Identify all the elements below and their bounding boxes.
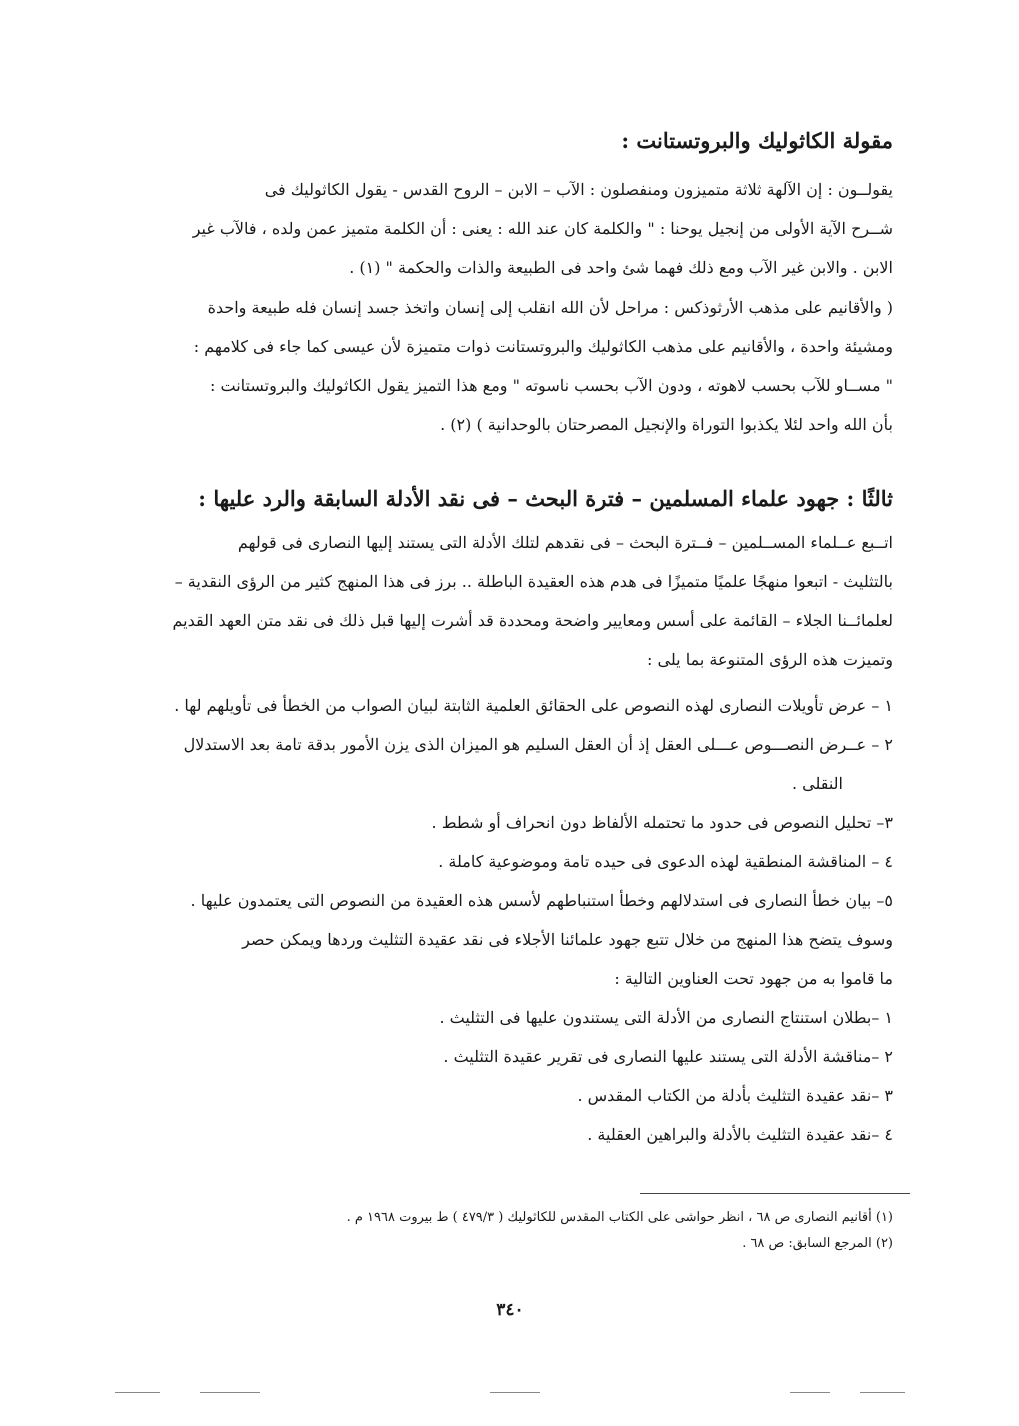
method-list-item: ٣– تحليل النصوص فى حدود ما تحتمله الألفاظ دون انحراف أو شطط .	[431, 813, 893, 832]
section-heading-muslim-scholars: ثالثًا : جهود علماء المسلمين – فترة البحث – فى نقد الأدلة السابقة والرد عليها :	[198, 486, 893, 511]
headings-list-item: ٤ –نقد عقيدة التثليث بالأدلة والبراهين العقلية .	[587, 1125, 893, 1144]
paragraph-hypostases	[108, 288, 893, 444]
text-line: لعلمائــنا الجلاء – القائمة على أسس ومعايير واضحة ومحددة قد أشرت إليها قبل ذلك فى نقد متن العهد القديم	[172, 611, 893, 630]
text-line: " مســاو للآب بحسب لاهوته ، ودون الآب بحسب ناسوته " ومع هذا التميز يقول الكاثوليك والبروتستانت :	[210, 376, 893, 395]
footnote-divider	[640, 1193, 910, 1194]
text-line: ما قاموا به من جهود تحت العناوين التالية :	[614, 969, 893, 988]
text-line: ( والأقانيم على مذهب الأرثوذكس : مراحل لأن الله انقلب إلى إنسان واتخذ جسد إنسان فله طبيعة واحدة	[207, 298, 893, 317]
method-list-item: ٥– بيان خطأ النصارى فى استدلالهم وخطأ استنباطهم لأسس هذه العقيدة من النصوص التى يعتمدون عليها .	[190, 891, 893, 910]
scan-edge-mark	[860, 1392, 905, 1393]
scan-edge-mark	[790, 1392, 830, 1393]
text-line: الابن . والابن غير الآب ومع ذلك فهما شئ واحد فى الطبيعة والذات والحكمة " (١) .	[349, 258, 893, 277]
method-list-item-continuation: النقلى .	[791, 774, 843, 793]
text-line: وتميزت هذه الرؤى المتنوعة بما يلى :	[647, 650, 893, 669]
footnote-2: (٢) المرجع السابق: ص ٦٨ .	[742, 1236, 893, 1251]
method-list-item: ٢ – عــرض النصـــوص عـــلى العقل إذ أن العقل السليم هو الميزان الذى يزن الأمور بدقة تامة بعد الاستدلال	[183, 735, 893, 754]
method-list-item: ٤ – المناقشة المنطقية لهذه الدعوى فى حيده تامة وموضوعية كاملة .	[438, 852, 893, 871]
text-line: اتــبع عــلماء المســلمين – فــترة البحث – فى نقدهم لتلك الأدلة التى يستند إليها النصارى فى قولهم	[237, 533, 893, 552]
text-line: شــرح الآية الأولى من إنجيل يوحنا : " والكلمة كان عند الله : يعنى : أن الكلمة متميز عمن ولده ، فالآب غير	[192, 219, 893, 238]
paragraph-method-intro	[108, 523, 893, 679]
paragraph-closing	[108, 920, 893, 998]
text-line: ومشيئة واحدة ، والأقانيم على مذهب الكاثوليك والبروتستانت ذوات متميزة لأن عيسى كما جاء فى كلامهم :	[193, 337, 893, 356]
headings-list-item: ٣ –نقد عقيدة التثليث بأدلة من الكتاب المقدس .	[577, 1086, 893, 1105]
headings-list-item: ١ –بطلان استنتاج النصارى من الأدلة التى يستندون عليها فى التثليث .	[439, 1008, 893, 1027]
text-line: يقولــون : إن الآلهة ثلاثة متميزون ومنفصلون : الآب – الابن – الروح القدس - يقول الكاثوليك فى	[264, 180, 893, 199]
text-line: وسوف يتضح هذا المنهج من خلال تتبع جهود علمائنا الأجلاء فى نقد عقيدة التثليث وردها ويمكن حصر	[242, 930, 893, 949]
paragraph-catholic-view	[108, 170, 893, 287]
footnote-1: (١) أقانيم النصارى ص ٦٨ ، انظر حواشى على الكتاب المقدس للكاثوليك ( ٤٧٩/٣ ) ط بيروت ١٩٦٨ م .	[346, 1210, 893, 1225]
headings-list-item: ٢ –مناقشة الأدلة التى يستند عليها النصارى فى تقرير عقيدة التثليث .	[443, 1047, 893, 1066]
text-line: بأن الله واحد لئلا يكذبوا التوراة والإنجيل المصرحتان بالوحدانية ) (٢) .	[440, 415, 893, 434]
text-line: بالتثليث - اتبعوا منهجًا علميًا متميزًا فى هدم هذه العقيدة الباطلة .. برز فى هذا المنهج كثير من الرؤى النقدية –	[174, 572, 893, 591]
page-number: ٣٤٠	[496, 1300, 524, 1320]
method-list-item: ١ – عرض تأويلات النصارى لهذه النصوص على الحقائق العلمية الثابتة لبيان الصواب من الخطأ فى تأويلهم لها .	[174, 696, 893, 715]
scan-edge-mark	[490, 1392, 540, 1393]
section-heading-catholic-protestant: مقولة الكاثوليك والبروتستانت :	[621, 128, 893, 153]
scan-edge-mark	[115, 1392, 160, 1393]
scan-edge-mark	[200, 1392, 260, 1393]
